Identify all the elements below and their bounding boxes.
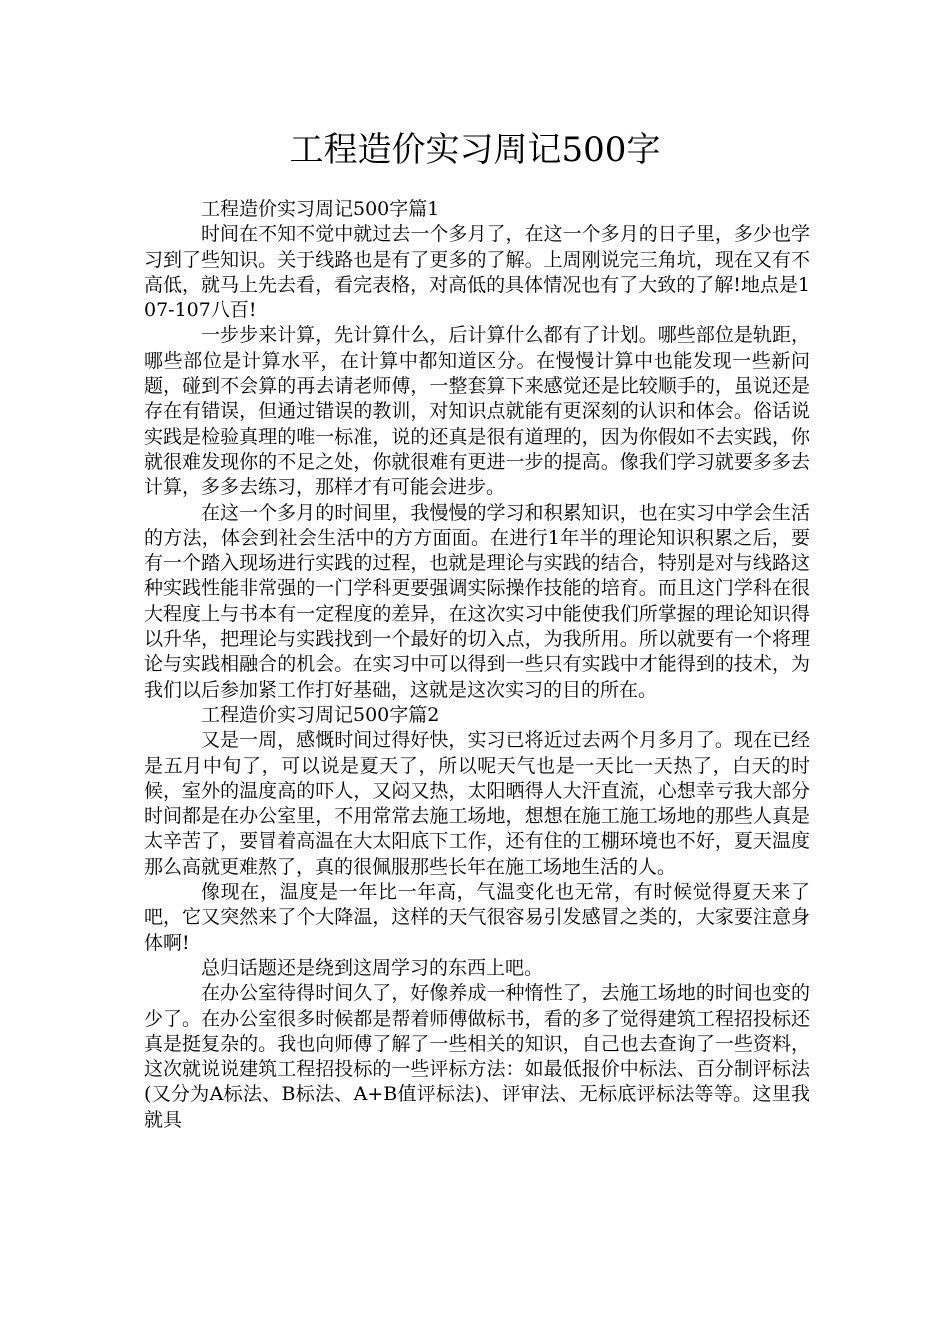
- paragraph: 又是一周，感慨时间过得好快，实习已将近过去两个月多月了。现在已经是五月中旬了，可以说是夏天了，所以呢天气也是一天比一天热了，白天的时候，室外的温度高的吓人，又闷又热，太阳晒得人大汗直流，心想幸亏我大部分时间都是在办公室里，不用常常去施工场地，想想在施工施工场地的那些人真是太辛苦了，要冒着高温在大太阳底下工作，还有住的工棚环境也不好，夏天温度那么高就更难熬了，真的很佩服那些长年在施工场地生活的人。: [144, 729, 810, 878]
- paragraph: 在办公室待得时间久了，好像养成一种惰性了，去施工场地的时间也变的少了。在办公室很多时候都是帮着师傅做标书，看的多了觉得建筑工程招投标还真是挺复杂的。我也向师傅了解了一些相关的知识，自己也去查询了一些资料，这次就说说建筑工程招投标的一些评标方法：如最低报价中标法、百分制评标法(又分为A标法、B标法、A+B值评标法)、评审法、无标底评标法等等。这里我就具: [144, 982, 810, 1131]
- paragraph: 在这一个多月的时间里，我慢慢的学习和积累知识，也在实习中学会生活的方法，体会到社会生活中的方方面面。在进行1年半的理论知识积累之后，要有一个踏入现场进行实践的过程，也就是理论与实践的结合，特别是对与线路这种实践性能非常强的一门学科更要强调实际操作技能的培育。而且这门学科在很大程度上与书本有一定程度的差异，在这次实习中能使我们所掌握的理论知识得以升华，把理论与实践找到一个最好的切入点，为我所用。所以就要有一个将理论与实践相融合的机会。在实习中可以得到一些只有实践中才能得到的技术，为我们以后参加紧工作打好基础，这就是这次实习的目的所在。: [144, 501, 810, 701]
- paragraph: 总归话题还是绕到这周学习的东西上吧。: [201, 956, 544, 979]
- document-title: 工程造价实习周记500字: [289, 130, 661, 170]
- document-body: [144, 197, 810, 1133]
- paragraph: 时间在不知不觉中就过去一个多月了，在这一个多月的日子里，多少也学习到了些知识。关于线路也是有了更多的了解。上周刚说完三角坑，现在又有不高低，就马上先去看，看完表格，对高低的具体情况也有了大致的了解!地点是107-107八百!: [144, 223, 810, 322]
- paragraph: 像现在，温度是一年比一年高，气温变化也无常，有时候觉得夏天来了吧，它又突然来了个大降温，这样的天气很容易引发感冒之类的，大家要注意身体啊!: [144, 881, 810, 954]
- section-heading-2: 工程造价实习周记500字篇2: [201, 703, 440, 726]
- paragraph: 一步步来计算，先计算什么，后计算什么都有了计划。哪些部位是轨距，哪些部位是计算水平，在计算中都知道区分。在慢慢计算中也能发现一些新问题，碰到不会算的再去请老师傅，一整套算下来感觉还是比较顺手的，虽说还是存在有错误，但通过错误的教训，对知识点就能有更深刻的认识和体会。俗话说实践是检验真理的唯一标准，说的还真是很有道理的，因为你假如不去实践，你就很难发现你的不足之处，你就很难有更进一步的提高。像我们学习就要多多去计算，多多去练习，那样才有可能会进步。: [144, 324, 810, 499]
- section-heading-1: 工程造价实习周记500字篇1: [201, 198, 440, 220]
